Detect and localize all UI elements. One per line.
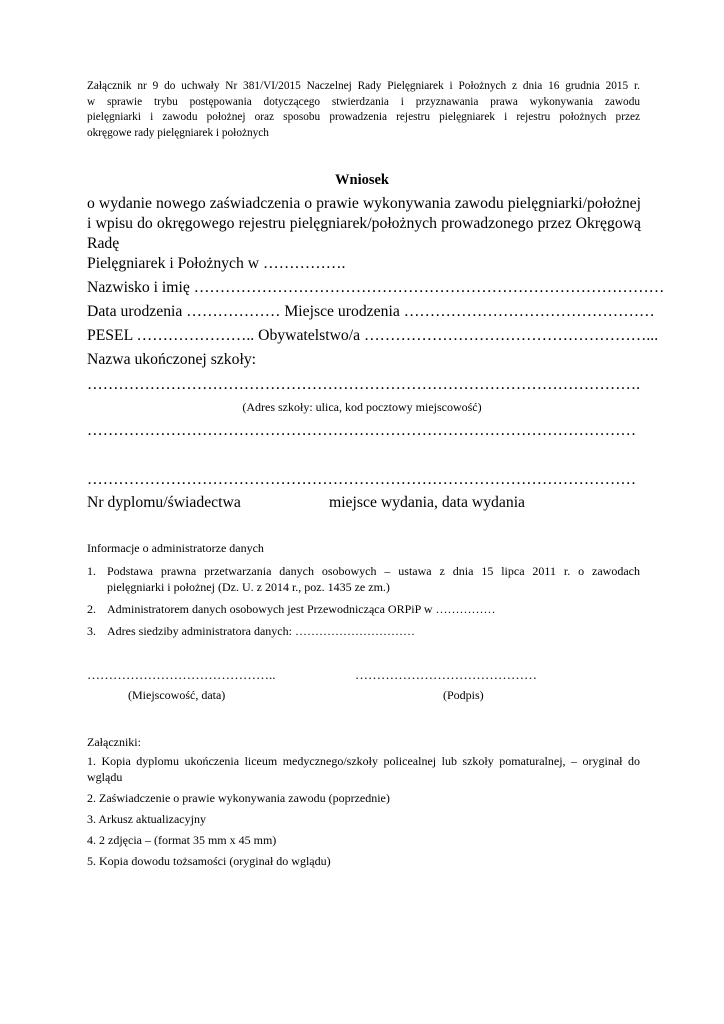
school-name-label: Nazwa ukończonej szkoły: [87,351,257,368]
attachment-item: 2. Zaświadczenie o prawie wykonywania zawodu (poprzednie) [87,791,390,805]
attachment-item [87,753,640,785]
attachment-item: 4. 2 zdjęcia – (format 35 mm x 45 mm) [87,833,277,847]
list-item [87,623,640,639]
list-item-text: Podstawa prawna przetwarzania danych osobowych – ustawa z dnia 15 lipca 2011 r. o zawodach [107,564,640,578]
list-item-text: Adres siedziby administratora danych: ………………………… [107,624,415,638]
school-line-field[interactable]: ……………………………………………………………………………………………. [87,376,640,393]
place-date-field[interactable]: …………………………………….. [87,667,276,682]
application-subject [87,194,641,274]
school-line-field[interactable]: …………………………………………………………………………………………… [87,422,637,439]
birth-field[interactable]: Data urodzenia ……………… Miejsce urodzenia ………………………………………… [87,303,655,320]
list-item-number: 3. [87,624,96,638]
subject-line: i wpisu do okręgowego rejestru pielęgniarek/położnych prowadzonego przez Okręgową Radę [87,215,641,252]
list-item [87,563,640,595]
signature-field[interactable]: …………………………………… [355,667,537,682]
admin-info-title: Informacje o administratorze danych [87,541,264,555]
admin-info-list [87,563,640,645]
attachment-item: 5. Kopia dowodu tożsamości (oryginał do wglądu) [87,854,331,868]
place-date-caption: (Miejscowość, data) [128,688,226,702]
attachment-text: 1. Kopia dyplomu ukończenia liceum medycznego/szkoły policealnej lub szkoły pomaturalnej, – oryginał do [87,754,640,768]
header-line: Załącznik nr 9 do uchwały Nr 381/VI/2015 Naczelnej Rady Pielęgniarek i Położnych z dnia 16 grudnia 2015 r. [87,80,640,92]
list-item-text: pielęgniarki i położnej (Dz. U. z 2014 r., poz. 1435 ze zm.) [107,580,390,594]
pesel-field[interactable]: PESEL ………………….. Obywatelstwo/a ………………………………………………... [87,327,659,344]
header-line: okręgowe rady pielęgniarek i położnych [87,127,269,140]
header-line: w sprawie trybu postępowania dotyczącego stwierdzania i przyznawania prawa wykonywania zawodu [87,95,640,108]
document-header [87,79,640,142]
list-item-number: 2. [87,602,96,616]
attachment-item: 3. Arkusz aktualizacyjny [87,812,206,826]
header-line: pielęgniarki i zawodu położnej oraz sposobu prowadzenia rejestru pielęgniarek i rejestru położnych przez [87,111,640,124]
list-item-number: 1. [87,564,96,578]
school-address-caption: (Adres szkoły: ulica, kod pocztowy miejscowość) [242,400,482,414]
signature-caption: (Podpis) [443,688,484,702]
document-title: Wniosek [335,172,389,188]
diploma-number-label: Nr dyplomu/świadectwa [87,494,241,511]
diploma-issue-label: miejsce wydania, data wydania [329,494,526,511]
subject-line: o wydanie nowego zaświadczenia o prawie wykonywania zawodu pielęgniarki/położnej [87,195,641,212]
attachments-title: Załączniki: [87,735,141,749]
school-line-field[interactable]: …………………………………………………………………………………………… [87,471,637,488]
name-field[interactable]: Nazwisko i imię ……………………………………………………………………………… [87,279,665,296]
list-item [87,601,640,617]
attachment-text: wglądu [87,770,123,784]
list-item-text: Administratorem danych osobowych jest Przewodnicząca ORPiP w …………… [107,602,496,616]
subject-line: Pielęgniarek i Położnych w ……………. [87,255,346,272]
